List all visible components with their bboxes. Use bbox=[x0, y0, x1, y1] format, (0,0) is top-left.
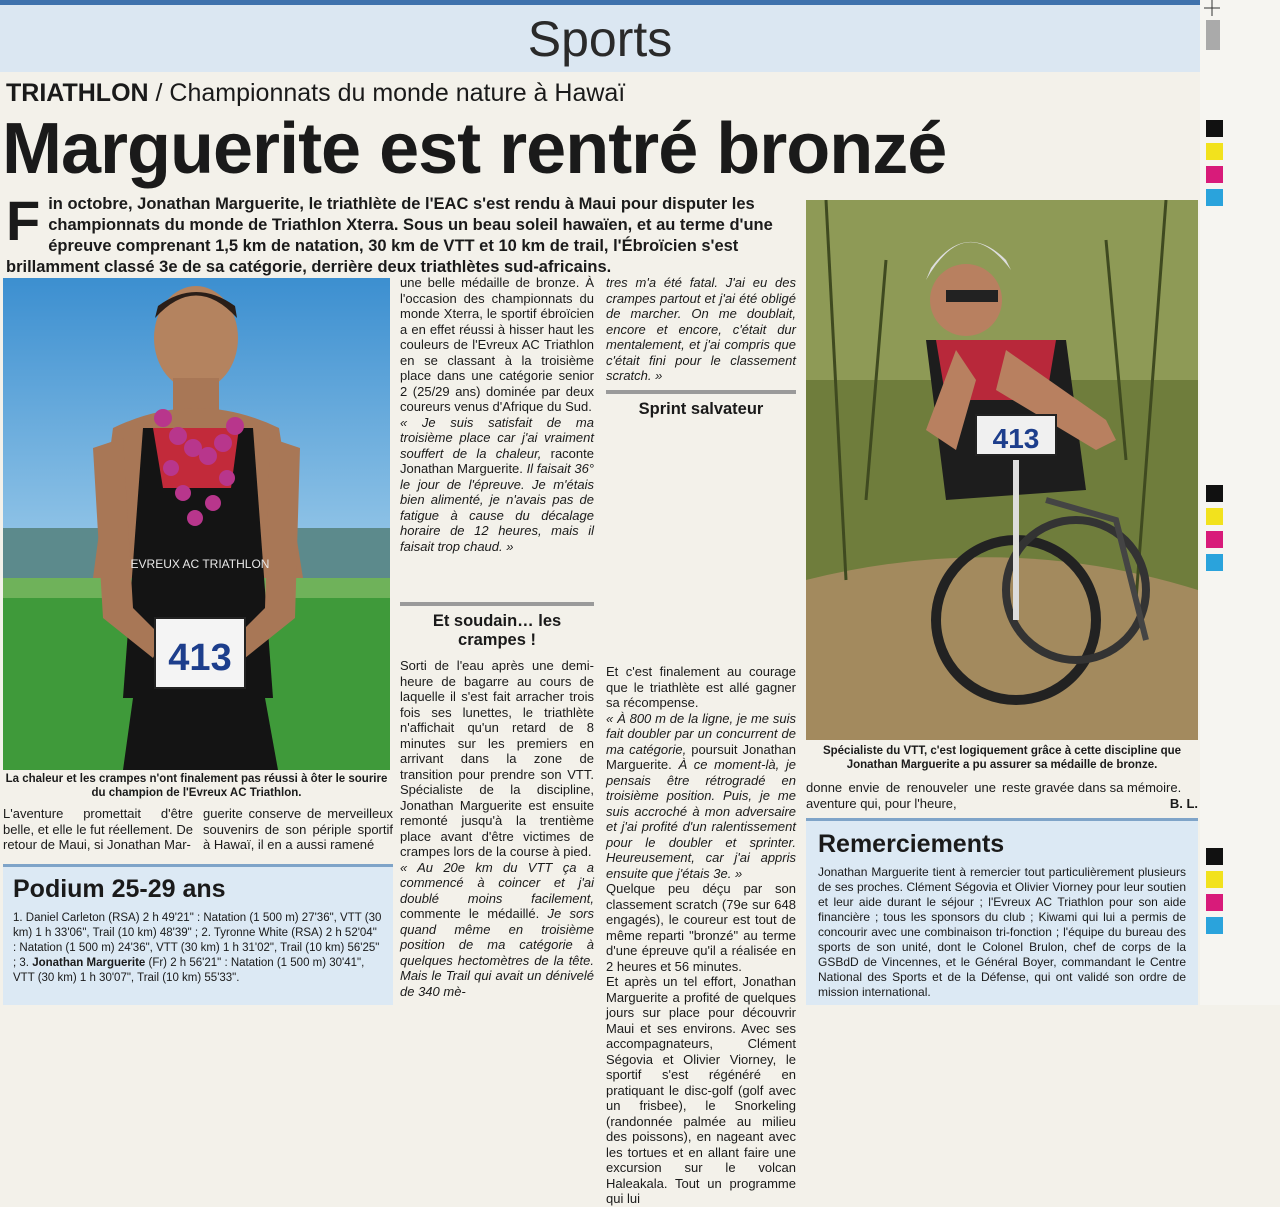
photo-athlete-smiling bbox=[3, 278, 390, 770]
magenta-swatch-icon bbox=[1206, 894, 1223, 911]
paragraph: Et c'est finalement au courage que le triathlète est allé gagner sa récompense. bbox=[606, 664, 796, 710]
article-column-a bbox=[400, 275, 594, 554]
photo-athlete-caption: La chaleur et les crampes n'ont finalement pas réussi à ôter le sourire du champion de l'Evreux AC Triathlon. bbox=[5, 773, 388, 799]
headline: Marguerite est rentré bronzé bbox=[2, 109, 947, 189]
article-column-h: reste gravée dans sa mémoire. B. L. bbox=[1002, 780, 1198, 811]
black-swatch-icon bbox=[1206, 120, 1223, 137]
lead-paragraph bbox=[6, 189, 796, 278]
paragraph: Sorti de l'eau après une demi-heure de bagarre au cours de laquelle il s'est fait arracher trois fois ses lunettes, le triathlète n'affichait qu'un retard de 8 minutes sur les premiers en arrivant dans la zone de transition pour prendre son VTT. Spécialiste de la discipline, Jonathan Marguerite est ensuite remonté jusqu'à la trentième place avant d'être victimes de crampes lors de la course à pied. bbox=[400, 658, 594, 859]
print-margin bbox=[1200, 0, 1280, 1005]
thanks-title: Remerciements bbox=[818, 830, 1005, 858]
yellow-swatch-icon bbox=[1206, 871, 1223, 888]
thanks-box bbox=[806, 818, 1198, 1005]
magenta-swatch-icon bbox=[1206, 166, 1223, 183]
quote-paragraph: « Au 20e km du VTT ça a commencé à coincer et j'ai doublé moins facilement, commente le médaillé. Je sors quand même en troisième position de ma catégorie à quelques hectomètres de la tête. Mais le Trail qui avait un dénivelé de 340 mè- bbox=[400, 859, 595, 999]
paragraph: Quelque peu déçu par son classement scratch (79e sur 648 engagés), le coureur est tout de même reparti "bronzé" au terme d'une épreuve qu'il a réalisée en 2 heures et 56 minutes. bbox=[606, 881, 796, 974]
paragraph: une belle médaille de bronze. À l'occasion des championnats du monde Xterra, le sportif ébroïcien a en effet réussi à hisser haut les couleurs de l'Evreux AC Triathlon en se classant à la troisième place dans une catégorie senior 2 (25/29 ans) dominée par deux coureurs venus d'Afrique du Sud. bbox=[400, 275, 594, 414]
thanks-text: Jonathan Marguerite tient à remercier tout particulièrement plusieurs de ses proches. Clément Ségovia et Olivier Viorney pour leur soutien et leur aide durant le séjour ; l'Evreux AC Triathlon pour son aide financière ; tous les sponsors du club ; Kiwami qui lui a permis de concourir avec une combinaison tri-fonction ; l'équipe du bureau des sports de son unité, dont le Colonel Brulon, chef de corps de la GSBdD de Vincennes, et le Général Boyer, commandant le Centre National des Sports et de la Défense, qui ont validé son ordre de mission international. bbox=[818, 865, 1186, 999]
gray-mark-icon bbox=[1206, 20, 1220, 50]
bib-number-1: 413 bbox=[168, 637, 232, 679]
cyan-swatch-icon bbox=[1206, 189, 1223, 206]
kicker bbox=[6, 78, 625, 108]
yellow-swatch-icon bbox=[1206, 143, 1223, 160]
article-column-f bbox=[606, 664, 796, 1207]
yellow-swatch-icon bbox=[1206, 508, 1223, 525]
article-column-c: L'aventure promettait d'être belle, et elle le fut réellement. De retour de Maui, si Jonathan Mar- bbox=[3, 806, 193, 852]
signature: B. L. bbox=[1169, 795, 1198, 811]
cyan-swatch-icon bbox=[1206, 917, 1223, 934]
podium-title: Podium 25-29 ans bbox=[13, 875, 226, 903]
podium-results: 1. Daniel Carleton (RSA) 2 h 49'21" : Natation (1 500 m) 27'36", VTT (30 km) 1 h 33'06", Trail (10 km) 48'39" ; 2. Tyronne White (RSA) 2 h 52'04" : Natation (1 500 m) 24'36", VTT (30 km) 1 h 31'02", Trail (10 km) 56'25" ; 3. Jonathan Marguerite (Fr) 2 h 56'21" : Natation (1 500 m) 30'41", VTT (30 km) 1 h 30'07", Trail (10 km) 55'33". bbox=[13, 912, 382, 984]
black-swatch-icon bbox=[1206, 485, 1223, 502]
article-column-g: donne envie de renouveler une aventure qui, pour l'heure, bbox=[806, 780, 996, 811]
subhead-crampes: Et soudain… les crampes ! bbox=[400, 602, 594, 650]
black-swatch-icon bbox=[1206, 848, 1223, 865]
quote-paragraph: « Je suis satisfait de ma troisième place car j'ai vraiment souffert de la chaleur, raconte Jonathan Marguerite. Il faisait 36° le jour de l'épreuve. Je m'étais bien alimenté, je n'avais pas de fatigue à cause du décalage horaire de 12 heures, mais il faisait trop chaud. » bbox=[400, 414, 594, 554]
photo-biker-caption: Spécialiste du VTT, c'est logiquement grâce à cette discipline que Jonathan Marguerite a pu assurer sa médaille de bronze. bbox=[822, 745, 1182, 771]
quote-paragraph: tres m'a été fatal. J'ai eu des crampes partout et j'ai été obligé de marcher. On me doublait, encore et encore, c'était dur mentalement, et j'ai compris que c'était fini pour le classement scratch. » bbox=[606, 275, 796, 383]
magenta-swatch-icon bbox=[1206, 531, 1223, 548]
article-column-e bbox=[400, 596, 594, 999]
mountain-biker-image bbox=[806, 200, 1198, 740]
kicker-strong: TRIATHLON bbox=[6, 79, 149, 107]
registration-mark-icon bbox=[1204, 0, 1220, 16]
kicker-rest: / Championnats du monde nature à Hawaï bbox=[148, 79, 626, 107]
subhead-sprint: Sprint salvateur bbox=[606, 390, 796, 419]
bib-number-2: 413 bbox=[992, 423, 1040, 454]
quote-paragraph: « À 800 m de la ligne, je me suis fait doubler par un concurrent de ma catégorie, poursuit Jonathan Marguerite. À ce moment-là, je pensais être rétrogradé en troisième position. Puis, je me suis accroché à mon adversaire et j'ai profité d'un ralentissement pour le doubler et sprinter. Heureusement, car j'ai appris ensuite que j'étais 3e. » bbox=[606, 710, 796, 881]
section-title: Sports bbox=[527, 11, 673, 67]
drop-cap: F bbox=[6, 189, 41, 252]
photo-mountain-biker bbox=[806, 200, 1198, 740]
podium-box bbox=[3, 864, 393, 1005]
cyan-swatch-icon bbox=[1206, 554, 1223, 571]
lead-text: in octobre, Jonathan Marguerite, le triathlète de l'EAC s'est rendu à Maui pour disputer les championnats du monde de Triathlon Xterra. Sous un beau soleil hawaïen, et au terme d'une épreuve comprenant 1,5 km de natation, 30 km de VTT et 10 km de trail, l'Ébroïcien s'est brillamment classé 3e de sa catégorie, derrière deux triathlètes sud-africains. bbox=[6, 195, 773, 276]
section-banner bbox=[0, 0, 1200, 72]
article-column-d: guerite conserve de merveilleux souvenirs de son périple sportif à Hawaï, il en a aussi ramené bbox=[203, 806, 393, 852]
athlete-portrait-image bbox=[3, 278, 390, 770]
article-column-b bbox=[606, 275, 796, 427]
suit-lettering: EVREUX AC TRIATHLON bbox=[130, 557, 270, 571]
paragraph: Et après un tel effort, Jonathan Marguerite a profité de quelques jours sur place pour découvrir Maui et ses environs. Avec ses accompagnateurs, Clément Ségovia et Olivier Viorney, le sportif s'est régénéré en pratiquant le disc-golf (golf avec un frisbee), le Snorkeling (randonnée palmée au milieu des poissons), en nageant avec les tortues et en allant faire une excursion sur le volcan Haleakala. Tout un programme qui lui bbox=[606, 974, 796, 1206]
